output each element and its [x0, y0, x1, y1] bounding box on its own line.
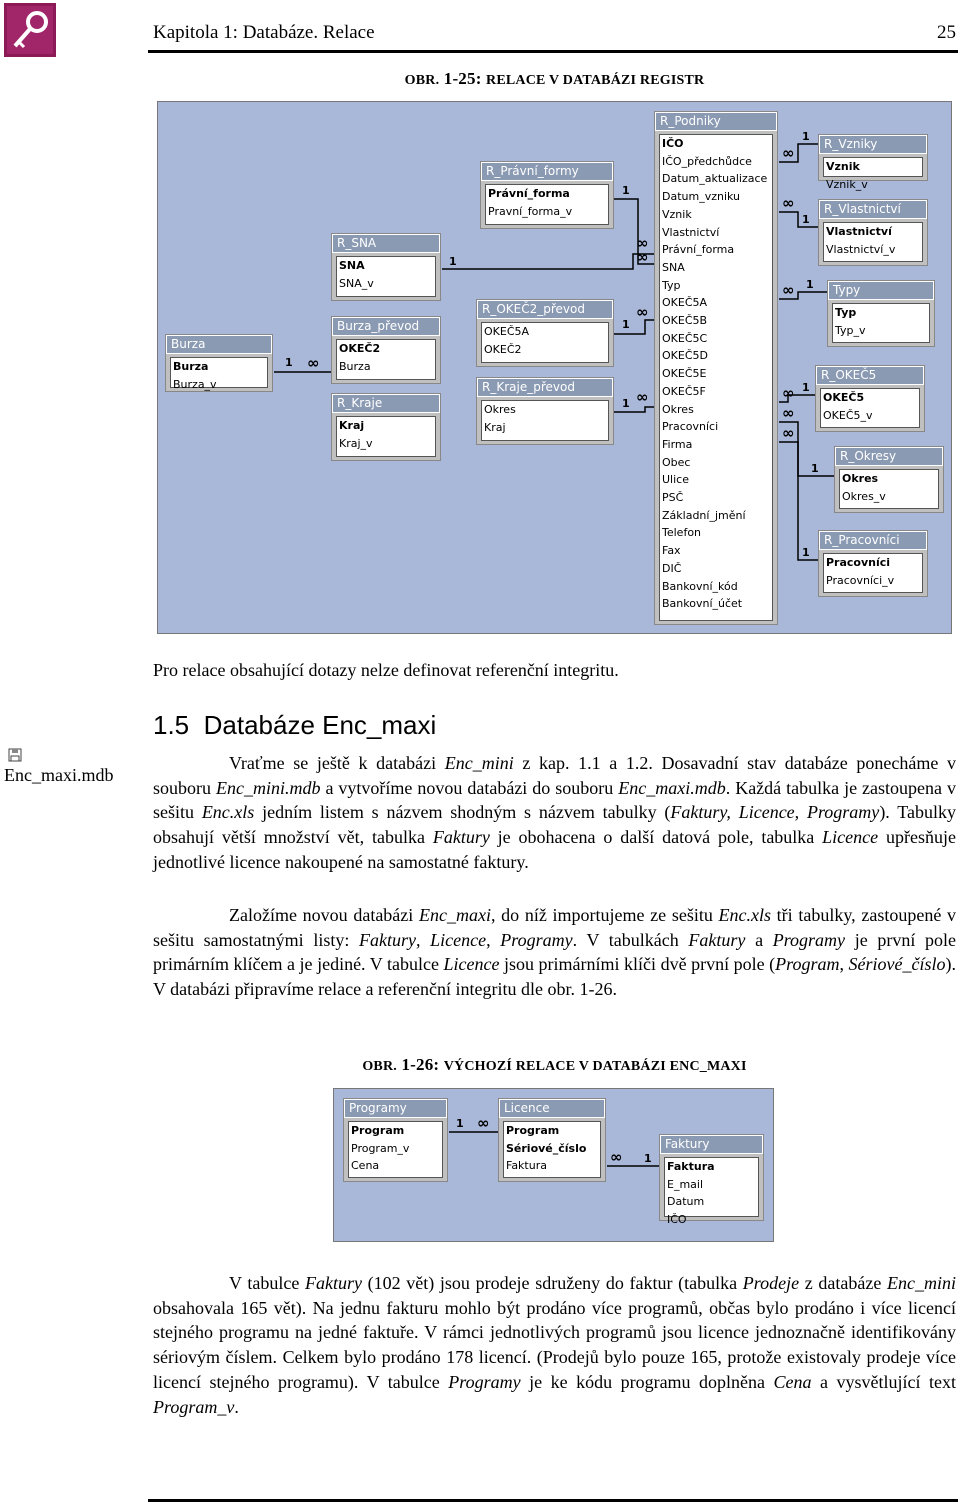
field-okec5e[interactable]: OKEČ5E	[662, 367, 707, 381]
cardinality-many-label: ∞	[782, 281, 795, 299]
cardinality-many-label: ∞	[782, 404, 795, 422]
table-r-kraje-prevod[interactable]	[476, 377, 614, 445]
table-title[interactable]: Programy	[344, 1099, 447, 1118]
field-psc[interactable]: PSČ	[662, 491, 684, 505]
field-list	[348, 1121, 443, 1178]
field-ico[interactable]: IČO	[662, 137, 684, 150]
table-title[interactable]: R_Pracovníci	[819, 531, 927, 550]
table-licence[interactable]	[498, 1098, 606, 1182]
cardinality-many-label: ∞	[782, 194, 795, 212]
field-vlastnictvi[interactable]: Vlastnictví	[662, 225, 720, 239]
table-r-pracovnici[interactable]	[818, 530, 928, 597]
table-title[interactable]: R_Vlastnictví	[819, 200, 927, 219]
table-title[interactable]: R_Právní_formy	[481, 162, 613, 181]
figure2-caption: OBR. 1-26: VÝCHOZÍ RELACE V DATABÁZI ENC_MAXI	[362, 1055, 747, 1074]
field-okec5b[interactable]: OKEČ5B	[662, 314, 708, 328]
field-list	[481, 322, 609, 363]
table-r-vlastnictvi[interactable]	[818, 199, 928, 266]
field-vlastnictvi[interactable]: Vlastnictví	[826, 225, 892, 238]
field-faktura[interactable]: Faktura	[506, 1159, 547, 1173]
field-list	[170, 357, 268, 391]
access-key-icon	[4, 3, 56, 57]
cardinality-many-label: ∞	[636, 248, 649, 266]
field-pracovnici[interactable]: Pracovníci	[662, 420, 719, 434]
field-vznik[interactable]: Vznik	[826, 160, 860, 173]
chapter-title: Kapitola 1: Databáze. Relace	[153, 22, 375, 43]
field-ico[interactable]: IČO	[667, 1213, 687, 1227]
table-r-pravni-formy[interactable]	[480, 161, 614, 229]
footer-rule	[148, 1499, 958, 1502]
field-okres-v[interactable]: Okres_v	[842, 489, 886, 503]
relationship-line[interactable]	[614, 320, 654, 334]
field-datum-vzniku[interactable]: Datum_vzniku	[662, 190, 741, 204]
table-title[interactable]: R_Podniky	[655, 112, 777, 131]
table-r-vzniky[interactable]	[818, 134, 928, 191]
cardinality-one-label: 1	[802, 381, 810, 394]
field-program[interactable]: Program	[351, 1124, 405, 1137]
field-sna[interactable]: SNA	[662, 260, 685, 274]
field-sna[interactable]: SNA	[339, 259, 365, 272]
field-ico-predchudce[interactable]: IČO_předchůdce	[662, 154, 752, 168]
field-faktura[interactable]: Faktura	[667, 1160, 715, 1173]
figure1-relationships-diagram	[157, 101, 952, 634]
table-r-okec5[interactable]	[815, 365, 925, 432]
relationship-line[interactable]	[779, 212, 818, 227]
cardinality-one-label: 1	[806, 278, 814, 291]
field-obec[interactable]: Obec	[662, 455, 691, 469]
table-title[interactable]: R_Kraje	[332, 394, 440, 413]
table-title[interactable]: Burza_převod	[332, 317, 440, 336]
field-zakladni-jmeni[interactable]: Základní_jmění	[662, 508, 746, 522]
cardinality-many-label: ∞	[782, 424, 795, 442]
table-title[interactable]: Licence	[499, 1099, 605, 1118]
field-bankovni-ucet[interactable]: Bankovní_účet	[662, 597, 743, 611]
relationship-line[interactable]	[779, 144, 818, 162]
table-burza-prevod[interactable]	[331, 316, 441, 384]
field-pracovnici-v[interactable]: Pracovníci_v	[826, 573, 895, 587]
header-rule	[148, 50, 958, 53]
table-title[interactable]: R_OKEČ2_převod	[477, 300, 613, 319]
field-kraj[interactable]: Kraj	[484, 420, 506, 434]
cardinality-many-label: ∞	[636, 388, 649, 406]
cardinality-one-label: 1	[622, 397, 630, 410]
cardinality-one-label: 1	[802, 213, 810, 226]
figure2-relationships-diagram	[333, 1088, 774, 1242]
field-okec5f[interactable]: OKEČ5F	[662, 384, 706, 398]
table-programy[interactable]	[343, 1098, 448, 1182]
field-list	[820, 388, 920, 428]
table-r-okresy[interactable]	[834, 446, 944, 513]
relationship-line[interactable]	[442, 254, 654, 269]
field-cena[interactable]: Cena	[351, 1159, 380, 1173]
side-note: Enc_maxi.mdb	[4, 746, 113, 786]
cardinality-one-label: 1	[622, 318, 630, 331]
field-e-mail[interactable]: E_mail	[667, 1177, 704, 1191]
relationship-line[interactable]	[614, 199, 654, 264]
cardinality-one-label: 1	[622, 184, 630, 197]
table-r-podniky[interactable]	[654, 111, 778, 625]
cardinality-one-label: 1	[449, 255, 457, 268]
field-list	[664, 1157, 759, 1227]
field-program-v[interactable]: Program_v	[351, 1141, 410, 1155]
table-title[interactable]: Faktury	[660, 1135, 763, 1154]
table-burza[interactable]	[165, 334, 273, 392]
field-list	[503, 1121, 601, 1178]
field-okec5a[interactable]: OKEČ5A	[484, 325, 530, 338]
paragraph-2: Vraťme se ještě k databázi Enc_mini z kap. 1.1 a 1.2. Dosavadní stav databáze ponecháme v souboru Enc_mini.mdb a vytvoříme novou databázi do souboru Enc_maxi.mdb. Každá tabulka je zastoupena v sešitu Enc.xls jedním listem s názvem shodným s názvem tabulky (Faktury, Licence, Programy). Tabulky obsahují větší množství vět, tabulka Faktury je obohacena o další datová pole, tabulka Licence upřesňuje jednotlivé licence nakoupené na samostatné faktury.	[153, 753, 957, 872]
field-ulice[interactable]: Ulice	[662, 473, 689, 487]
relationship-line[interactable]	[779, 292, 827, 299]
paragraph-3: Založíme novou databázi Enc_maxi, do níž importujeme ze sešitu Enc.xls tři tabulky, zastoupené v sešitu samostatnými listy: Faktury, Licence, Programy. V tabulkách Faktury a Programy je první pole primárním klíčem a je jediné. V tabulce Licence jsou primárními klíči dvě první pole (Program, Sériové_číslo). V databázi připravíme relace a referenční integritu dle obr. 1-26.	[153, 905, 957, 1000]
cardinality-one-label: 1	[802, 130, 810, 143]
field-vznik[interactable]: Vznik	[662, 207, 692, 221]
field-list	[481, 400, 609, 441]
table-title[interactable]: R_Kraje_převod	[477, 378, 613, 397]
field-list	[336, 256, 436, 297]
field-firma[interactable]: Firma	[662, 437, 693, 451]
field-okres[interactable]: Okres	[662, 402, 694, 416]
field-vlastnictvi-v[interactable]: Vlastnictví_v	[826, 242, 896, 256]
field-typ-v[interactable]: Typ_v	[835, 323, 866, 337]
field-list	[485, 184, 609, 225]
field-seriove-cislo[interactable]: Sériové_číslo	[506, 1141, 587, 1155]
table-faktury[interactable]	[659, 1134, 764, 1227]
table-title[interactable]: R_OKEČ5	[816, 366, 924, 385]
field-okres[interactable]: Okres	[842, 472, 879, 485]
cardinality-many-label: ∞	[307, 354, 320, 372]
relationship-line[interactable]	[779, 442, 818, 560]
cardinality-many-label: ∞	[782, 144, 795, 162]
field-okec5c[interactable]: OKEČ5C	[662, 331, 708, 345]
floppy-disk-icon	[8, 746, 113, 767]
field-datum[interactable]: Datum	[667, 1195, 705, 1209]
field-burza[interactable]: Burza	[173, 360, 209, 373]
field-typ[interactable]: Typ	[662, 278, 681, 292]
field-bankovni-kod[interactable]: Bankovní_kód	[662, 579, 738, 593]
field-sna-v[interactable]: SNA_v	[339, 276, 374, 290]
field-burza-v[interactable]: Burza_v	[173, 377, 217, 391]
field-dic[interactable]: DIČ	[662, 561, 682, 575]
figure1-caption: OBR. 1-25: RELACE V DATABÁZI REGISTR	[404, 69, 705, 88]
field-okec5-v[interactable]: OKEČ5_v	[823, 408, 873, 422]
field-pravni-forma[interactable]: Právní_forma	[662, 243, 735, 257]
paragraph-4: V tabulce Faktury (102 vět) jsou prodeje sdruženy do faktur (tabulka Prodeje z databáze Enc_mini obsahovala 165 vět). Na jednu fakturu mohlo být prodáno více programů, občas bylo prodáno i více licencí stejného programu na jedné faktuře. V rámci jednotlivých programů jsou licence jednoznačně identifikovány sériovým číslem. Celkem bylo prodáno 178 licencí. (Prodejů bylo pouze 165, protože existovaly prodeje více licencí stejného programu). V tabulce Programy je ke kódu programu doplněna Cena a vysvětlující text Program_v.	[153, 1273, 957, 1417]
table-r-sna[interactable]	[331, 233, 441, 301]
cardinality-many-label: ∞	[636, 303, 649, 321]
table-title[interactable]: Burza	[166, 335, 272, 354]
field-telefon[interactable]: Telefon	[662, 526, 702, 540]
field-fax[interactable]: Fax	[662, 544, 681, 558]
relationship-line[interactable]	[614, 407, 654, 412]
relationship-line[interactable]	[779, 395, 815, 402]
field-burza[interactable]: Burza	[339, 359, 371, 373]
running-header	[153, 22, 956, 44]
field-list	[336, 416, 436, 457]
field-okec5a[interactable]: OKEČ5A	[662, 296, 708, 310]
cardinality-many-label: ∞	[610, 1148, 623, 1166]
field-typ[interactable]: Typ	[835, 306, 857, 319]
paragraph-1: Pro relace obsahující dotazy nelze definovat referenční integritu.	[153, 660, 619, 680]
field-list	[823, 553, 923, 593]
table-typy[interactable]	[827, 280, 935, 347]
table-title[interactable]: R_SNA	[332, 234, 440, 253]
field-list	[823, 222, 923, 262]
page-number: 25	[937, 22, 956, 43]
cardinality-many-label: ∞	[636, 234, 649, 252]
table-r-kraje[interactable]	[331, 393, 441, 461]
field-vznik-v[interactable]: Vznik_v	[826, 177, 868, 191]
field-okec5d[interactable]: OKEČ5D	[662, 349, 708, 363]
field-okec5[interactable]: OKEČ5	[823, 391, 865, 404]
field-list	[839, 469, 939, 509]
field-kraj[interactable]: Kraj	[339, 419, 365, 432]
table-r-okec2-prevod[interactable]	[476, 299, 614, 367]
field-list	[659, 134, 773, 621]
cardinality-many-label: ∞	[477, 1114, 490, 1132]
cardinality-many-label: ∞	[782, 384, 795, 402]
field-list	[823, 157, 923, 191]
field-okres[interactable]: Okres	[484, 403, 516, 416]
cardinality-one-label: 1	[811, 462, 819, 475]
field-program[interactable]: Program	[506, 1124, 560, 1137]
table-title[interactable]: R_Vzniky	[819, 135, 927, 154]
cardinality-one-label: 1	[644, 1152, 652, 1165]
field-datum-aktualizace[interactable]: Datum_aktualizace	[662, 172, 768, 186]
cardinality-one-label: 1	[456, 1117, 464, 1130]
field-okec2[interactable]: OKEČ2	[484, 342, 522, 356]
field-list	[336, 339, 436, 380]
field-kraj-v[interactable]: Kraj_v	[339, 436, 373, 450]
cardinality-one-label: 1	[802, 546, 810, 559]
table-title[interactable]: R_Okresy	[835, 447, 943, 466]
field-okec2[interactable]: OKEČ2	[339, 342, 381, 355]
field-pravni-forma-v[interactable]: Pravní_forma_v	[488, 204, 573, 218]
field-list	[832, 303, 930, 343]
field-pravni-forma[interactable]: Právní_forma	[488, 187, 570, 200]
section-heading: 1.5 Databáze Enc_maxi	[153, 710, 437, 740]
cardinality-one-label: 1	[285, 356, 293, 369]
field-pracovnici[interactable]: Pracovníci	[826, 556, 891, 569]
table-title[interactable]: Typy	[828, 281, 934, 300]
